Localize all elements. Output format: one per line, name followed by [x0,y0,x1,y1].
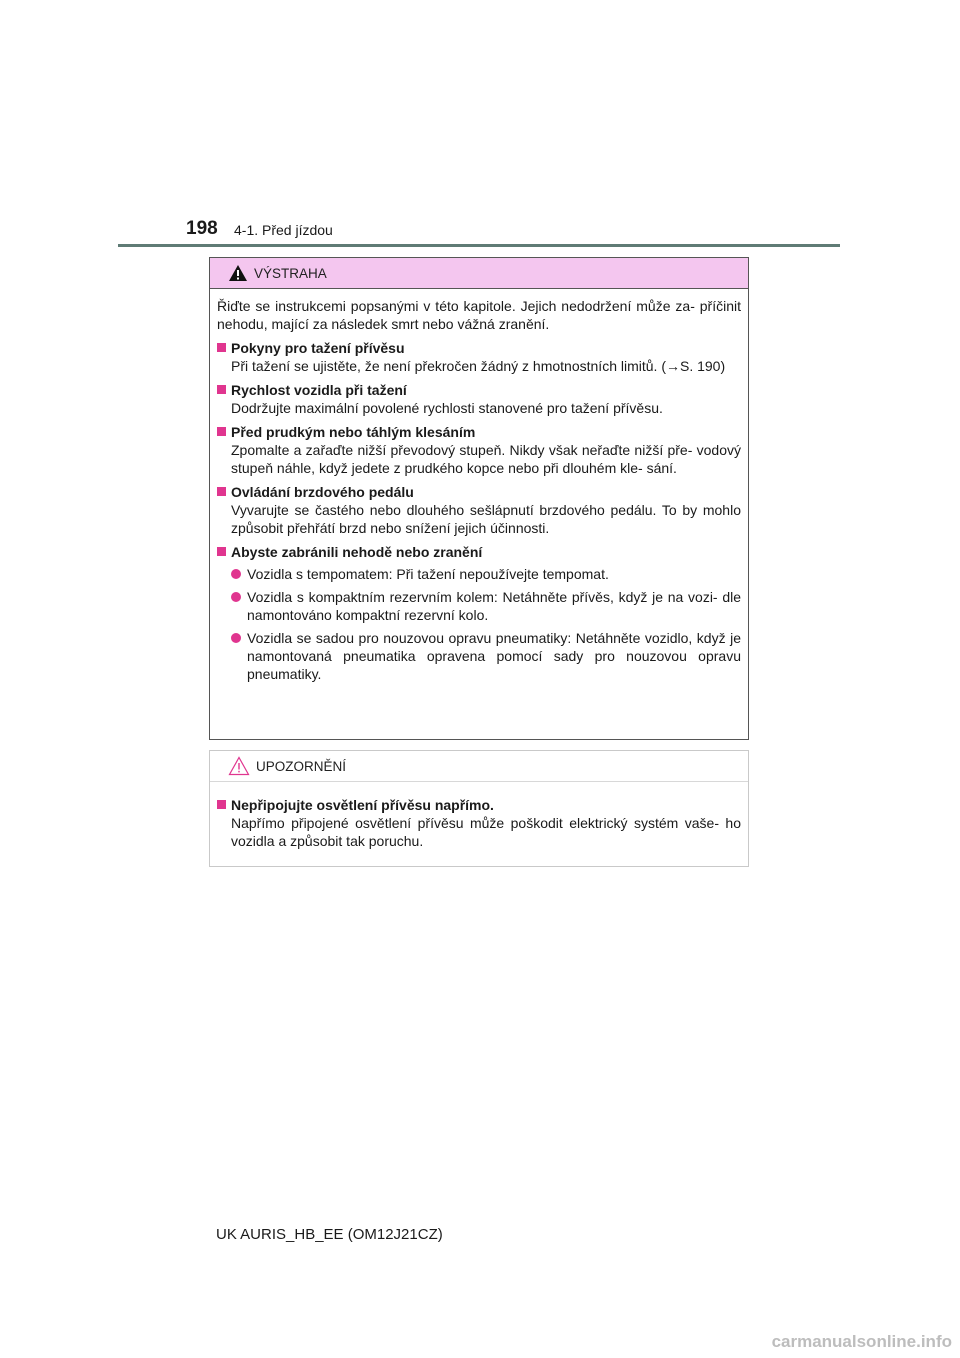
warning-intro: Řiďte se instrukcemi popsanými v této kapitole. Jejich nedodržení může za- příčinit nehodu, mající za následek smrt nebo vážná zranění. [217,298,741,332]
document-code: UK AURIS_HB_EE (OM12J21CZ) [216,1226,443,1243]
warning-item-text: Při tažení se ujistěte, že není překročen žádný z hmotnostních limitů. (→S. 190) [231,358,726,374]
warning-item-title: Rychlost vozidla při tažení [217,381,741,399]
warning-body [210,289,748,683]
round-bullet-icon [231,633,241,643]
caution-title: UPOZORNĚNÍ [256,758,347,774]
caution-body [210,782,748,850]
warning-item-title: Abyste zabránili nehodě nebo zranění [217,543,741,561]
warning-box-header [210,258,748,289]
warning-item-title: Před prudkým nebo táhlým klesáním [217,423,741,441]
caution-triangle-icon [228,756,250,776]
square-bullet-icon [217,487,226,496]
header-divider [118,244,840,247]
square-bullet-icon [217,427,226,436]
warning-box [209,257,749,740]
list-item: Vozidla s tempomatem: Při tažení nepoužívejte tempomat. [231,565,741,583]
warning-item-title: Ovládání brzdového pedálu [217,483,741,501]
warning-title: VÝSTRAHA [254,265,327,281]
warning-item-text: Vyvarujte se častého nebo dlouhého sešlápnutí brzdového pedálu. To by mohlo způsobit přehřátí brzd nebo snížení jejich účinnosti. [231,502,741,536]
caution-item-title: Nepřipojujte osvětlení přívěsu napřímo. [217,796,741,814]
page-number: 198 [186,218,218,239]
warning-item-text: Zpomalte a zařaďte nižší převodový stupeň. Nikdy však neřaďte nižší pře- vodový stupeň náhle, když jedete z prudkého kopce nebo při dlouhém kle- sání. [231,442,741,476]
round-bullet-icon [231,592,241,602]
list-item: Vozidla se sadou pro nouzovou opravu pneumatiky: Netáhněte vozidlo, když je namontovaná pneumatika opravena pomocí sady pro nouzovou opravu pneumatiky. [231,629,741,683]
caution-item-text: Napřímo připojené osvětlení přívěsu může poškodit elektrický systém vaše- ho vozidla a způsobit tak poruchu. [231,815,741,849]
square-bullet-icon [217,547,226,556]
warning-triangle-icon [228,264,248,282]
square-bullet-icon [217,343,226,352]
warning-item-text: Dodržujte maximální povolené rychlosti stanovené pro tažení přívěsu. [231,400,663,416]
square-bullet-icon [217,800,226,809]
list-item: Vozidla s kompaktním rezervním kolem: Netáhněte přívěs, když je na vozi- dle namontováno kompaktní rezervní kolo. [231,588,741,624]
watermark: carmanualsonline.info [771,1332,952,1351]
square-bullet-icon [217,385,226,394]
caution-box [209,750,749,867]
warning-item-title: Pokyny pro tažení přívěsu [217,339,741,357]
section-title: 4-1. Před jízdou [234,222,333,238]
caution-box-header [210,751,748,782]
round-bullet-icon [231,569,241,579]
